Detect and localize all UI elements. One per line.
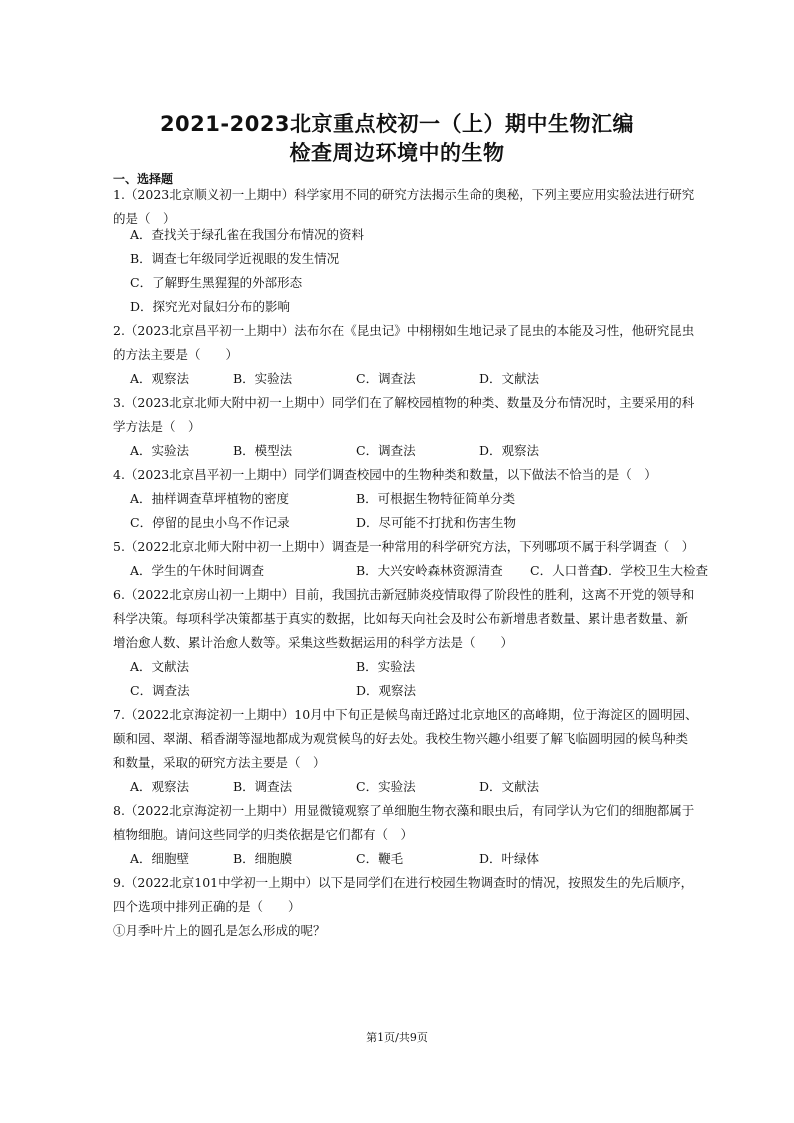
section-heading: 一、选择题 — [113, 172, 174, 186]
question-6-option-c: C．调查法 — [130, 683, 190, 698]
question-3-option-a: A．实验法 — [130, 443, 190, 458]
question-8-option-c: C．鞭毛 — [356, 851, 404, 866]
question-1-line-1: 1.（2023北京顺义初一上期中）科学家用不同的研究方法揭示生命的奥秘，下列主要应用实验法进行研究 — [113, 187, 695, 202]
question-8-option-d: D．叶绿体 — [479, 851, 540, 866]
question-2-option-c: C．调查法 — [356, 371, 416, 386]
question-5-option-b: B．大兴安岭森林资源清查 — [356, 563, 503, 578]
question-5-line-1: 5.（2022北京北师大附中初一上期中）调查是一种常用的科学研究方法，下列哪项不属于科学调查（ ） — [113, 539, 695, 554]
question-9-line-1: 9.（2022北京101中学初一上期中）以下是同学们在进行校园生物调查时的情况，按照发生的先后顺序， — [113, 875, 694, 890]
question-7-option-a: A．观察法 — [130, 779, 190, 794]
question-4-option-c: C．停留的昆虫小鸟不作记录 — [130, 515, 290, 530]
question-5-option-c: C．人口普查 — [530, 563, 603, 578]
question-6-line-3: 增治愈人数、累计治愈人数等。采集这些数据运用的科学方法是（ ） — [113, 635, 514, 650]
question-4-option-a: A．抽样调查草坪植物的密度 — [130, 491, 290, 506]
question-1-line-2: 的是（ ） — [113, 211, 176, 226]
question-7-line-2: 颐和园、翠湖、稻香湖等湿地都成为观赏候鸟的好去处。我校生物兴趣小组要了解飞临圆明园的候鸟种类 — [113, 731, 689, 746]
question-7-option-b: B．调查法 — [233, 779, 293, 794]
question-2-option-a: A．观察法 — [130, 371, 190, 386]
question-5-option-a: A．学生的午休时间调查 — [130, 563, 265, 578]
question-6-option-d: D．观察法 — [356, 683, 417, 698]
question-9-line-2: 四个选项中排列正确的是（ ） — [113, 899, 301, 914]
page-subtitle: 检查周边环境中的生物 — [289, 141, 505, 165]
page-title: 2021-2023北京重点校初一（上）期中生物汇编 — [159, 112, 635, 136]
question-3-option-d: D．观察法 — [479, 443, 540, 458]
question-2-option-d: D．文献法 — [479, 371, 540, 386]
question-8-option-b: B．细胞膜 — [233, 851, 293, 866]
question-6-line-1: 6.（2022北京房山初一上期中）目前，我国抗击新冠肺炎疫情取得了阶段性的胜利，这离不开党的领导和 — [113, 587, 695, 602]
question-2-option-b: B．实验法 — [233, 371, 293, 386]
question-8-option-a: A．细胞壁 — [130, 851, 190, 866]
question-7-option-c: C．实验法 — [356, 779, 416, 794]
question-5-option-d: D．学校卫生大检查 — [598, 563, 709, 578]
question-6-option-a: A．文献法 — [130, 659, 190, 674]
question-7-line-3: 和数量，采取的研究方法主要是（ ） — [113, 755, 326, 770]
question-6-line-2: 科学决策。每项科学决策都基于真实的数据，比如每天向社会及时公布新增患者数量、累计患者数量、新 — [113, 611, 689, 626]
question-4-option-d: D．尽可能不打扰和伤害生物 — [356, 515, 517, 530]
question-9-line-3: ①月季叶片上的圆孔是怎么形成的呢？ — [113, 923, 326, 938]
question-2-line-2: 的方法主要是（ ） — [113, 347, 239, 362]
question-6-option-b: B．实验法 — [356, 659, 416, 674]
question-1-option-a: A．查找关于绿孔雀在我国分布情况的资料 — [130, 227, 365, 242]
question-7-line-1: 7.（2022北京海淀初一上期中）10月中下旬正是候鸟南迁路过北京地区的高峰期，位于海淀区的圆明园、 — [113, 707, 698, 722]
question-7-option-d: D．文献法 — [479, 779, 540, 794]
question-8-line-2: 植物细胞。请问这些同学的归类依据是它们都有（ ） — [113, 827, 414, 842]
question-1-option-b: B．调查七年级同学近视眼的发生情况 — [130, 251, 340, 266]
page-footer: 第1页/共9页 — [366, 1031, 428, 1044]
question-1-option-d: D．探究光对鼠妇分布的影响 — [130, 299, 291, 314]
question-8-line-1: 8.（2022北京海淀初一上期中）用显微镜观察了单细胞生物衣藻和眼虫后，有同学认为它们的细胞都属于 — [113, 803, 695, 818]
question-3-option-b: B．模型法 — [233, 443, 293, 458]
question-1-option-c: C．了解野生黑猩猩的外部形态 — [130, 275, 303, 290]
question-4-option-b: B．可根据生物特征简单分类 — [356, 491, 516, 506]
question-4-line-1: 4.（2023北京昌平初一上期中）同学们调查校园中的生物种类和数量，以下做法不恰当的是（ ） — [113, 467, 657, 482]
question-3-line-2: 学方法是（ ） — [113, 419, 201, 434]
question-2-line-1: 2.（2023北京昌平初一上期中）法布尔在《昆虫记》中栩栩如生地记录了昆虫的本能及习性，他研究昆虫 — [113, 323, 695, 338]
question-3-line-1: 3.（2023北京北师大附中初一上期中）同学们在了解校园植物的种类、数量及分布情况时，主要采用的科 — [113, 395, 695, 410]
question-3-option-c: C．调查法 — [356, 443, 416, 458]
